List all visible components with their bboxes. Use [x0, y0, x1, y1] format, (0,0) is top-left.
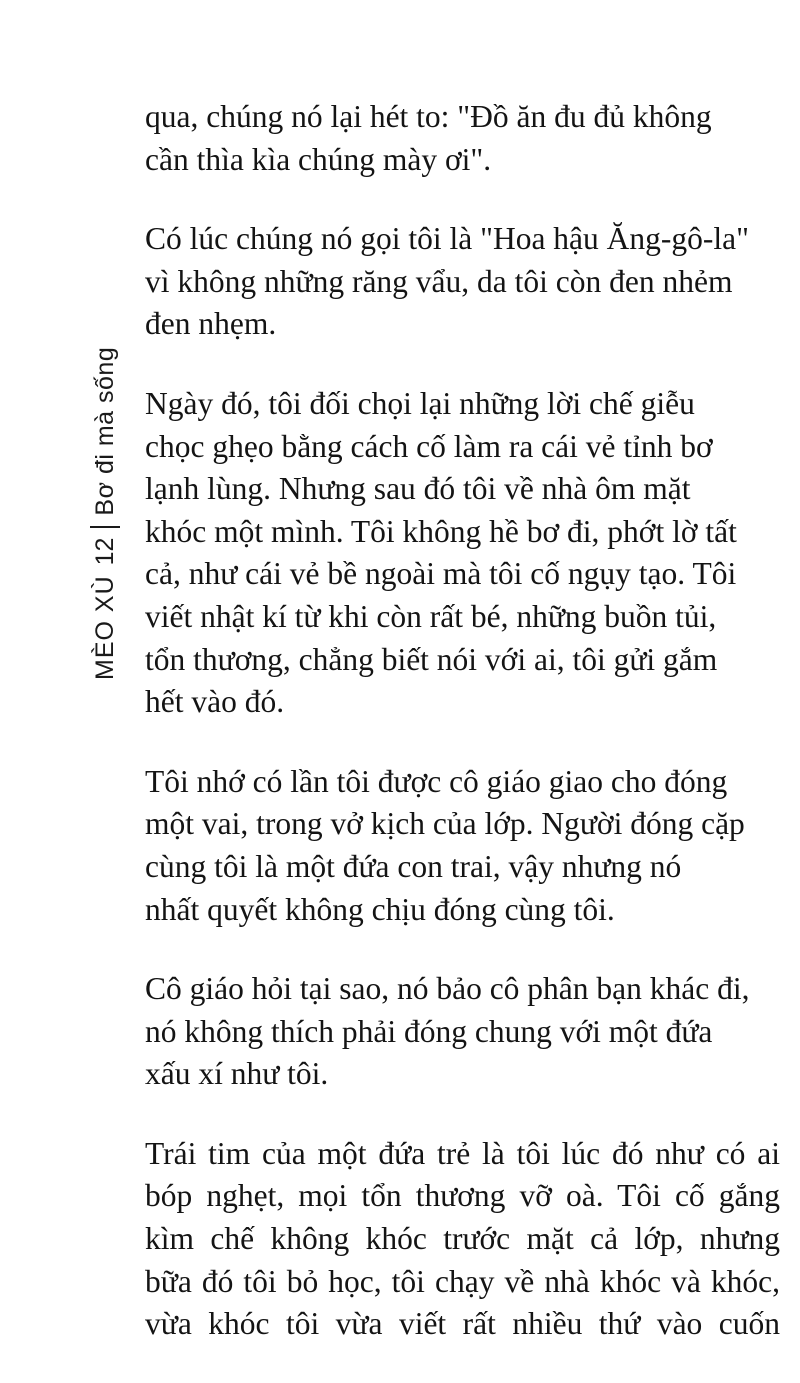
paragraph: Có lúc chúng nó gọi tôi là "Hoa hậu Ăng-gô-la" vì không những răng vẩu, da tôi còn đen nhẻm đen nhẹm. — [145, 221, 749, 342]
vertical-margin-label — [90, 347, 120, 680]
paragraph: Tôi nhớ có lần tôi được cô giáo giao cho đóng một vai, trong vở kịch của lớp. Người đóng cặp cùng tôi là một đứa con trai, vậy nhưng nó nhất quyết không chịu đóng cùng tôi. — [145, 763, 745, 927]
body-text — [145, 96, 780, 1383]
page-number: 12 — [90, 537, 119, 566]
book-title: Bơ đi mà sống — [90, 346, 119, 516]
page-number-divider — [90, 526, 120, 528]
paragraph: Cô giáo hỏi tại sao, nó bảo cô phân bạn khác đi, nó không thích phải đóng chung với một đứa xấu xí như tôi. — [145, 971, 750, 1092]
running-title: MÈO XÙ — [90, 575, 119, 680]
paragraph: qua, chúng nó lại hét to: "Đồ ăn đu đủ không cần thìa kìa chúng mày ơi". — [145, 99, 712, 177]
paragraph: Trái tim của một đứa trẻ là tôi lúc đó như có ai bóp nghẹt, mọi tổn thương vỡ oà. Tôi cố gắng kìm chế không khóc trước mặt cả lớp, nhưng bữa đó tôi bỏ học, tôi chạy về nhà khóc và khóc, vừa khóc tôi vừa viết rất nhiều thứ vào cuốn — [145, 1135, 780, 1342]
paragraph: Ngày đó, tôi đối chọi lại những lời chế giễu chọc ghẹo bằng cách cố làm ra cái vẻ tỉnh bơ lạnh lùng. Nhưng sau đó tôi về nhà ôm mặt khóc một mình. Tôi không hề bơ đi, phớt lờ tất cả, như cái vẻ bề ngoài mà tôi cố ngụy tạo. Tôi viết nhật kí từ khi còn rất bé, những buồn tủi, tổn thương, chẳng biết nói với ai, tôi gửi gắm hết vào đó. — [145, 385, 737, 720]
